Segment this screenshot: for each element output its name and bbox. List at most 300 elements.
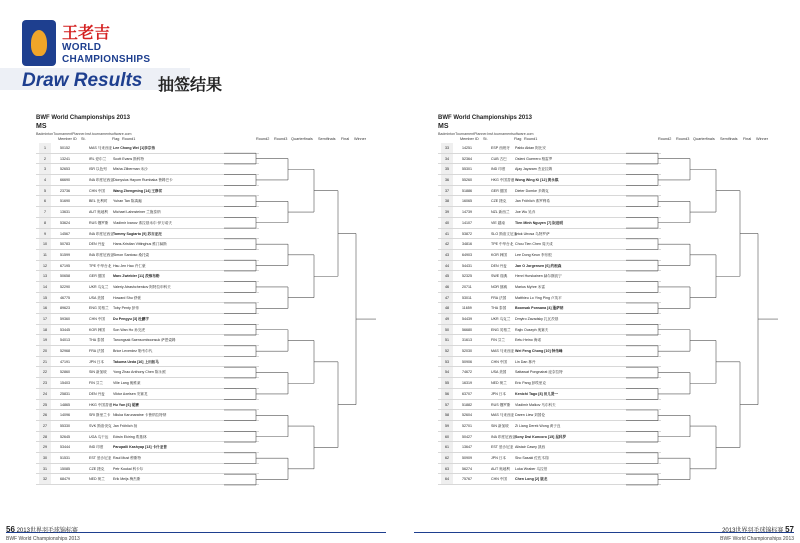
header-round2: Round2: [256, 137, 270, 141]
player-name: Marius Myhre 米雷: [515, 284, 545, 289]
member-id: 63707: [462, 391, 472, 396]
member-id: 51882: [462, 402, 472, 407]
player-name: Hu Yun [6] 胡赟: [113, 402, 139, 407]
player-nation: INA 印度尼西亚: [491, 434, 516, 439]
header-st: St.: [81, 137, 86, 141]
player-name: Raul Must 穆斯特: [113, 455, 141, 460]
player-name: Sho Sasaki 佐佐木翔: [515, 455, 549, 460]
player-nation: CHN 中国: [89, 188, 105, 193]
member-id: 50427: [462, 434, 472, 439]
player-nation: AUT 奥地利: [89, 210, 108, 215]
member-id: 25831: [60, 391, 70, 396]
draw-position: 13: [39, 271, 51, 282]
player-nation: FRA 法国: [491, 295, 507, 300]
footer-right-sub: BWF World Championships 2013: [720, 536, 794, 542]
player-name: Yuhan Tan 陈禹瀚: [113, 199, 142, 204]
player-nation: NZL 新西兰: [491, 210, 510, 215]
player-name: Zi Liang Derek Wong 黄子良: [515, 423, 561, 428]
player-nation: ENG 英格兰: [491, 327, 511, 332]
player-nation: INA 印度尼西亚: [89, 252, 114, 257]
bracket-lines: [36, 143, 396, 485]
member-id: 59360: [60, 317, 70, 321]
player-name: Alistair Casey 凯西: [515, 445, 546, 450]
member-id: 23736: [60, 188, 70, 193]
trophy-icon: [22, 20, 56, 66]
player-nation: ISR 以色列: [89, 167, 107, 172]
draw-position: 28: [39, 432, 51, 443]
player-nation: MAS 马来西亚: [491, 349, 515, 354]
member-id: 52604: [462, 413, 472, 418]
member-id: 51531: [60, 455, 70, 460]
player-nation: MAS 马来西亚: [491, 413, 515, 418]
draw-position: 18: [39, 325, 51, 336]
player-name: Scott Evans 斯科特: [113, 156, 144, 161]
player-name: Tien Minh Nguyen [7] 阮进明: [515, 220, 564, 225]
member-id: 52325: [462, 274, 472, 279]
player-nation: TPE 中华台北: [89, 263, 112, 268]
draw-label: MS: [36, 123, 47, 130]
member-id: 11659: [462, 306, 472, 311]
player-name: Yong Zhao Anthony Chen 陈永照: [113, 370, 166, 375]
player-name: Du Pengyu [3] 杜鹏宇: [113, 317, 149, 321]
player-nation: JPN 日本: [491, 455, 506, 460]
player-name: Matthieu Lo Ying Ping 卢英平: [515, 295, 562, 300]
footer-left-sub: BWF World Championships 2013: [6, 536, 80, 542]
player-nation: DEN 丹麦: [89, 391, 105, 396]
player-name: Pablo Abian 阿比安: [515, 146, 546, 150]
player-nation: IND 印度: [89, 445, 104, 450]
player-nation: THA 泰国: [89, 338, 105, 343]
player-nation: SVK 斯洛伐克: [89, 423, 112, 428]
player-name: Tommy Sugiarto [9] 苏吉亚托: [113, 231, 162, 236]
header-round1: Round1: [524, 137, 538, 141]
member-id: 50152: [60, 146, 70, 150]
draw-position: 6: [39, 196, 51, 207]
member-id: 20711: [462, 284, 472, 289]
draw-position: 37: [441, 186, 453, 197]
player-nation: AUT 奥地利: [491, 466, 510, 471]
draw-position: 30: [39, 453, 51, 464]
draw-position: 52: [441, 346, 453, 357]
member-id: 52968: [60, 349, 70, 354]
draw-position: 59: [441, 421, 453, 432]
draw-position: 56: [441, 389, 453, 400]
player-name: Son Wan Ho 孙完虎: [113, 327, 146, 332]
player-nation: JPN 日本: [89, 359, 104, 364]
member-id: 89623: [60, 306, 70, 311]
player-nation: EST 爱沙尼亚: [491, 445, 514, 450]
member-id: 52364: [462, 156, 472, 161]
member-id: 50909: [462, 455, 472, 460]
player-nation: DEN 丹麦: [491, 263, 507, 268]
member-id: 55330: [60, 423, 70, 428]
draw-position: 8: [39, 218, 51, 229]
header-quarterfinals: Quarterfinals: [693, 137, 715, 141]
player-nation: JPN 日本: [491, 391, 506, 396]
header-flag: Flag: [514, 137, 522, 141]
header-round3: Round3: [274, 137, 288, 141]
member-id: 67195: [60, 263, 70, 268]
draw-position: 53: [441, 357, 453, 368]
draw-position: 43: [441, 250, 453, 261]
page-number-right: 57: [785, 525, 794, 534]
draw-position: 55: [441, 378, 453, 389]
draw-position: 16: [39, 303, 51, 314]
member-id: 34816: [462, 242, 472, 247]
player-name: Viktor Axelsen 安赛龙: [113, 391, 148, 396]
draw-position: 62: [441, 453, 453, 464]
member-id: 15085: [60, 466, 70, 471]
footer-left: [6, 525, 78, 534]
header-round3: Round3: [676, 137, 690, 141]
player-name: Joe Wu 吴乔: [515, 210, 536, 215]
player-name: Kenichi Tago [8] 田儿贤一: [515, 391, 559, 396]
player-nation: HKG 中国香港: [89, 402, 113, 407]
player-name: Lee Chong Wei [1]李宗伟: [113, 146, 156, 150]
draw-position: 26: [39, 410, 51, 421]
member-id: 16319: [462, 381, 472, 386]
member-id: 68479: [60, 477, 70, 482]
player-name: Niluka Karunaratne 卡鲁纳拉特纳: [113, 413, 167, 418]
player-nation: USA 美国: [491, 370, 507, 375]
player-name: Rajiv Ouseph 奥赛夫: [515, 327, 549, 332]
player-name: Chou Tien Chen 周天成: [515, 242, 553, 247]
member-id: 16065: [462, 199, 472, 204]
draw-position: 42: [441, 239, 453, 250]
draw-position: 34: [441, 154, 453, 165]
member-id: 50783: [60, 242, 70, 247]
draw-rows-left: [36, 143, 396, 485]
member-id: 53624: [60, 220, 70, 225]
draw-position: 50: [441, 325, 453, 336]
header-winner: Winner: [354, 137, 367, 141]
player-nation: HKG 中国香港: [491, 178, 515, 183]
player-name: Dmytro Zavadsky 扎瓦茨基: [515, 317, 559, 321]
player-name: Wong Wing Ki [12] 黄永棋: [515, 178, 559, 183]
player-name: Daren Liew 刘国伦: [515, 413, 545, 418]
player-nation: VIE 越南: [491, 220, 505, 225]
draw-position: 24: [39, 389, 51, 400]
player-name: Vladimir Malkov 马尔科夫: [515, 402, 556, 407]
draw-half-right: [438, 115, 798, 485]
title-english: Draw Results: [22, 70, 143, 91]
header-round1: Round1: [122, 137, 136, 141]
member-id: 55260: [462, 178, 472, 183]
draw-position: 35: [441, 164, 453, 175]
member-id: 52645: [60, 434, 70, 439]
player-nation: DEN 丹麦: [89, 242, 105, 247]
bracket-lines: [438, 143, 798, 485]
player-nation: BEL 比利时: [89, 199, 108, 204]
header-final: Final: [743, 137, 752, 141]
player-nation: SWE 瑞典: [491, 274, 508, 279]
draw-position: 27: [39, 421, 51, 432]
player-nation: FIN 芬兰: [491, 338, 505, 343]
player-name: Sony Dwi Kuncoro [15] 昆科罗: [515, 434, 567, 439]
draw-position: 29: [39, 442, 51, 453]
footer-right-text: 2013世界羽毛球锦标赛: [722, 528, 784, 534]
player-nation: ENG 英格兰: [89, 306, 109, 311]
member-id: 75767: [462, 477, 472, 482]
player-name: Dieter Domke 多姆克: [515, 188, 549, 193]
player-name: Michael Lahnsteiner 兰施泰纳: [113, 210, 161, 215]
player-nation: TPE 中华台北: [491, 242, 514, 247]
player-nation: EST 爱沙尼亚: [89, 455, 112, 460]
header-semifinals: Semifinals: [318, 137, 336, 141]
draw-position: 48: [441, 303, 453, 314]
player-nation: CHN 中国: [491, 477, 507, 482]
player-name: Eric Pang 彭埃里克: [515, 381, 546, 386]
draw-position: 51: [441, 335, 453, 346]
player-name: Simon Santoso 桑托索: [113, 252, 150, 257]
player-nation: UKR 乌克兰: [491, 317, 511, 321]
player-nation: KOR 韩国: [89, 327, 105, 332]
draw-position: 9: [39, 229, 51, 240]
player-nation: USA 美国: [89, 295, 105, 300]
draw-position: 3: [39, 164, 51, 175]
draw-position: 12: [39, 261, 51, 272]
player-name: Vladimir Ivanov 弗拉基米尔·伊万诺夫: [113, 220, 173, 225]
draw-position: 61: [441, 442, 453, 453]
draw-position: 60: [441, 432, 453, 443]
player-name: Wang Zhengming [14] 王睁茗: [113, 188, 163, 193]
player-name: Takuma Ueda [16] 上田拓马: [113, 359, 159, 364]
draw-position: 11: [39, 250, 51, 261]
player-name: Henri Hurskainen 赫尔斯凯宁: [515, 274, 562, 279]
member-id: 55301: [462, 167, 472, 172]
player-name: Dionysius Hayom Rumbaka 鲁姆巴卡: [113, 178, 173, 183]
player-name: Misha Zilberman 米沙: [113, 167, 148, 172]
player-nation: RUS 俄罗斯: [491, 402, 511, 407]
draw-position: 39: [441, 207, 453, 218]
member-id: 14251: [462, 146, 472, 150]
player-nation: NED 荷兰: [491, 381, 507, 386]
player-name: Wei Feng Chong [10] 钟伟峰: [515, 349, 563, 354]
draw-position: 23: [39, 378, 51, 389]
member-id: 51599: [60, 252, 70, 257]
draw-position: 7: [39, 207, 51, 218]
draw-position: 47: [441, 293, 453, 304]
member-id: 54439: [462, 317, 472, 321]
draw-rows-right: [438, 143, 798, 485]
draw-position: 2: [39, 154, 51, 165]
draw-position: 17: [39, 314, 51, 325]
member-id: 53444: [60, 445, 70, 450]
player-nation: MAS 马来西亚: [89, 146, 113, 150]
player-nation: CZE 捷克: [491, 199, 507, 204]
player-name: Hans-Kristian Vittinghus 维汀赫斯: [113, 242, 167, 247]
player-nation: CHN 中国: [491, 359, 507, 364]
draw-position: 1: [39, 143, 51, 154]
member-id: 14865: [60, 402, 70, 407]
member-id: 14567: [60, 231, 70, 236]
player-nation: UKR 乌克兰: [89, 284, 109, 289]
member-id: 14739: [462, 210, 472, 215]
player-nation: FRA 法国: [89, 349, 105, 354]
player-name: Chen Long [2] 谌龙: [515, 477, 548, 482]
member-id: 52653: [60, 167, 70, 172]
member-id: 47191: [60, 359, 70, 364]
logo-world-text: WORLD: [62, 42, 102, 53]
member-id: 56274: [462, 466, 472, 471]
member-id: 52701: [462, 423, 472, 428]
draw-label: MS: [438, 123, 449, 130]
player-name: Jan O Jorgensen [6] 约根森: [515, 263, 562, 268]
member-id: 54431: [462, 263, 472, 268]
page-number-left: 56: [6, 525, 15, 534]
player-name: Erik Meijs 梅杰斯: [113, 477, 141, 482]
player-nation: SRI 斯里兰卡: [89, 413, 111, 418]
header-round2: Round2: [658, 137, 672, 141]
member-id: 15403: [60, 381, 70, 386]
draw-position: 44: [441, 261, 453, 272]
draw-position: 41: [441, 229, 453, 240]
draw-position: 31: [39, 464, 51, 475]
member-id: 53011: [462, 295, 472, 300]
member-id: 52030: [462, 349, 472, 354]
player-nation: CHN 中国: [89, 317, 105, 321]
header-member-id: Member ID: [460, 137, 479, 141]
draw-position: 19: [39, 335, 51, 346]
player-nation: THA 泰国: [491, 306, 507, 311]
player-nation: UGA 乌干达: [89, 434, 109, 439]
player-nation: SLO 斯洛文尼亚: [491, 231, 518, 236]
player-name: Toby Penty 彭蒂: [113, 306, 139, 311]
player-name: Parupalli Kashyap [13] 卡什亚普: [113, 445, 167, 450]
player-nation: FIN 芬兰: [89, 381, 103, 386]
member-id: 53872: [462, 231, 472, 236]
player-nation: INA 印度尼西亚: [89, 178, 114, 183]
header-st: St.: [483, 137, 488, 141]
player-nation: INA 印度尼西亚: [89, 231, 114, 236]
player-nation: IND 印度: [491, 167, 506, 172]
draw-position: 5: [39, 186, 51, 197]
player-name: Osleni Guerrero 格雷罗: [515, 156, 553, 161]
footer-left-text: 2013世界羽毛球锦标赛: [16, 528, 78, 534]
member-id: 54013: [60, 338, 70, 343]
player-name: Edwin Ekiring 埃基林: [113, 434, 147, 439]
draw-position: 36: [441, 175, 453, 186]
header-member-id: Member ID: [58, 137, 77, 141]
draw-half-left: [36, 115, 396, 485]
draw-position: 64: [441, 474, 453, 485]
draw-position: 49: [441, 314, 453, 325]
draw-position: 57: [441, 400, 453, 411]
draw-position: 45: [441, 271, 453, 282]
member-id: 53445: [60, 327, 70, 332]
page-title: [0, 68, 395, 94]
member-id: 13241: [60, 156, 70, 161]
member-id: 74672: [462, 370, 472, 375]
player-name: Marc Zwiebler [11] 茨维布勒: [113, 274, 160, 279]
draw-position: 63: [441, 464, 453, 475]
draw-position: 25: [39, 400, 51, 411]
player-name: Eetu Heino 海诺: [515, 338, 541, 343]
player-nation: NED 荷兰: [89, 477, 105, 482]
player-name: Hsu Jen Hao 许仁豪: [113, 263, 146, 268]
player-nation: GER 德国: [89, 274, 105, 279]
player-name: Petr Koukal 科卡尔: [113, 466, 144, 471]
member-id: 52290: [60, 284, 70, 289]
draw-position: 46: [441, 282, 453, 293]
draw-position: 20: [39, 346, 51, 357]
member-id: 50658: [60, 274, 70, 279]
member-id: 46775: [60, 295, 70, 300]
player-nation: NOR 挪威: [491, 284, 508, 289]
header-flag: Flag: [112, 137, 120, 141]
championship-logo: [22, 20, 182, 70]
member-id: 31613: [462, 338, 472, 343]
draw-position: 10: [39, 239, 51, 250]
player-nation: CUB 古巴: [491, 156, 507, 161]
title-chinese: 抽签结果: [158, 75, 223, 94]
player-name: Jan Fröhlich 扬: [113, 423, 138, 428]
player-name: Brice Leverdez 勒韦尔代: [113, 349, 153, 354]
player-name: Lin Dan 林丹: [515, 359, 536, 364]
player-name: Sattawat Pongnairat 庞奈拉特: [515, 370, 563, 375]
draw-position: 38: [441, 196, 453, 207]
member-id: 51886: [462, 188, 472, 193]
event-name: BWF World Championships 2013: [438, 115, 532, 121]
player-name: Howard Shu 舒豪: [113, 295, 141, 300]
member-id: 51690: [60, 199, 70, 204]
member-id: 50906: [462, 359, 472, 364]
draw-position: 54: [441, 367, 453, 378]
header-quarterfinals: Quarterfinals: [291, 137, 313, 141]
player-nation: RUS 俄罗斯: [89, 220, 109, 225]
source-url: BadmintonTournamentPlanner.bwf.tournamentsoftware.com: [36, 132, 132, 136]
player-nation: SIN 新加坡: [491, 423, 509, 428]
logo-chinese-text: 王老吉: [62, 23, 111, 42]
player-name: Lee Dong Keun 李东根: [515, 252, 552, 257]
draw-position: 14: [39, 282, 51, 293]
player-name: Valeriy Atrashchenkov 阿特拉申科夫: [113, 284, 171, 289]
draw-position: 32: [39, 474, 51, 485]
header-semifinals: Semifinals: [720, 137, 738, 141]
player-name: Iztok Utrosa 乌特罗萨: [515, 231, 550, 236]
source-url: BadmintonTournamentPlanner.bwf.tournamentsoftware.com: [438, 132, 534, 136]
player-nation: IRL 爱尔兰: [89, 156, 107, 161]
player-name: Tanongsak Saensomboonsuk 萨恩索姆: [113, 338, 176, 343]
draw-position: 58: [441, 410, 453, 421]
draw-position: 22: [39, 367, 51, 378]
member-id: 14107: [462, 220, 472, 225]
player-nation: KOR 韩国: [491, 252, 507, 257]
draw-position: 4: [39, 175, 51, 186]
draw-position: 21: [39, 357, 51, 368]
player-nation: GER 德国: [491, 188, 507, 193]
event-name: BWF World Championships 2013: [36, 115, 130, 121]
header-winner: Winner: [756, 137, 769, 141]
member-id: 14096: [60, 413, 70, 418]
member-id: 64903: [462, 252, 472, 257]
draw-position: 40: [441, 218, 453, 229]
member-id: 13631: [60, 210, 70, 215]
player-name: Boonsak Ponsana [4] 蓬萨纳: [515, 306, 564, 311]
player-name: Luka Wraber 乌拉伯: [515, 466, 548, 471]
draw-position: 33: [441, 143, 453, 154]
player-nation: SIN 新加坡: [89, 370, 107, 375]
player-nation: ESP 西班牙: [491, 146, 510, 150]
member-id: 66690: [60, 178, 70, 183]
draw-position: 15: [39, 293, 51, 304]
footer-right: [722, 525, 794, 534]
player-nation: CZE 捷克: [89, 466, 105, 471]
member-id: 56680: [462, 327, 472, 332]
player-name: Jan Fröhlich 弗罗利希: [515, 199, 550, 204]
player-name: Ville Lang 朗维莱: [113, 381, 141, 386]
member-id: 13647: [462, 445, 472, 450]
